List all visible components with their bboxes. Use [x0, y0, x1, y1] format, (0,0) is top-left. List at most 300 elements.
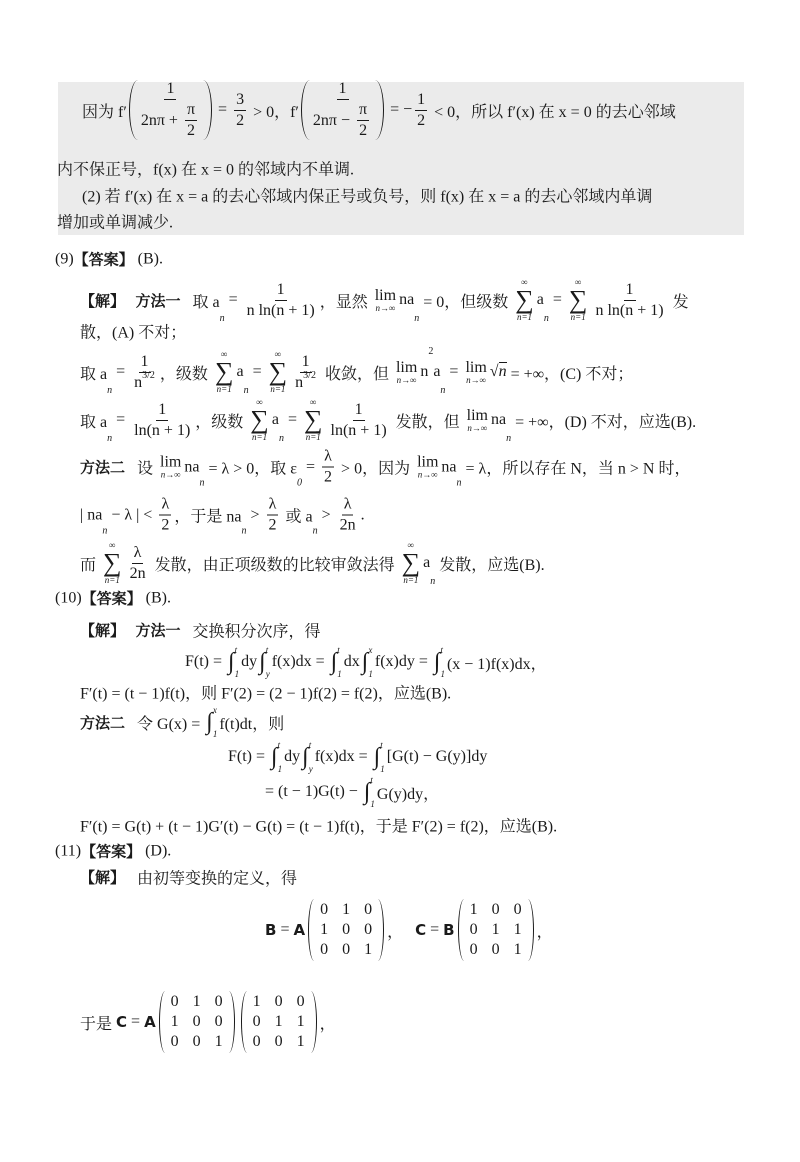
- integral-limits: [309, 740, 313, 774]
- text-run: na: [184, 458, 200, 475]
- text-run: a: [271, 411, 279, 428]
- text-run: ，级数: [195, 413, 248, 431]
- integral-limits: [278, 740, 283, 774]
- superscript: 3/2: [142, 369, 155, 381]
- matrix-entry: 1: [252, 993, 261, 1010]
- numerator: [267, 496, 279, 516]
- text-run: 1: [354, 400, 363, 418]
- lower-limit: y: [308, 764, 313, 774]
- numerator: [337, 80, 349, 100]
- numerator: [357, 101, 369, 121]
- denominator: [234, 111, 246, 130]
- matrix-entry: 0: [469, 921, 478, 938]
- text-run: λ: [343, 495, 352, 513]
- text-run: f(x)dx =: [314, 748, 372, 765]
- limit-operator: [375, 288, 396, 313]
- text-run: ，: [536, 923, 553, 941]
- text-run: 令 G(x) =: [125, 715, 205, 733]
- text-line: [80, 448, 690, 487]
- lower-limit: n=1: [516, 312, 533, 322]
- square-root: [490, 363, 507, 381]
- radicand: n: [498, 363, 507, 380]
- denominator: [245, 301, 317, 320]
- upper-limit: ∞: [221, 349, 228, 359]
- text-line: [80, 991, 336, 1053]
- summation-operator: [569, 278, 588, 322]
- text-run: =: [214, 101, 232, 118]
- text-run: 1: [158, 400, 167, 418]
- matrix-entry: 1: [214, 1033, 223, 1050]
- text-run: n ln(n + 1): [595, 301, 664, 319]
- text-line: [80, 496, 365, 535]
- bold-label: 【解】 方法一: [80, 621, 181, 640]
- text-run: F(t) =: [185, 653, 227, 670]
- matrix-entry: 0: [252, 1013, 261, 1030]
- integral-limits: [213, 705, 218, 739]
- text-run: 发散，应选(B).: [435, 556, 545, 574]
- bold-label: C: [116, 1013, 128, 1031]
- matrix: [308, 899, 384, 961]
- lower-limit: n→∞: [160, 469, 181, 480]
- matrix: [159, 991, 235, 1053]
- matrix-entry: 0: [192, 1033, 201, 1050]
- text-line: [80, 866, 297, 889]
- text-run: 设: [125, 460, 158, 478]
- text-run: f(x)dy =: [374, 653, 432, 670]
- text-run: F(t) =: [228, 748, 270, 765]
- matrix-entry: 1: [342, 901, 351, 918]
- text-run: = −: [386, 101, 413, 118]
- text-run: F′(t) = G(t) + (t − 1)G′(t) − G(t) = (t − 1)f(t)，于是 F′(2) = f(2)，应选(B).: [80, 818, 558, 836]
- matrix-entry: 0: [274, 993, 283, 1010]
- matrix-entry: 0: [364, 901, 373, 918]
- text-line: [80, 346, 634, 396]
- text-run: 收敛，但: [320, 365, 393, 383]
- sigma-icon: ∑: [401, 548, 421, 577]
- matrix-entry: 0: [170, 993, 179, 1010]
- text-run: a: [236, 363, 244, 380]
- text-run: 1: [417, 90, 426, 108]
- integral-icon: ∫: [433, 648, 441, 675]
- sigma-icon: ∑: [250, 405, 269, 434]
- lim-symbol: lim: [465, 358, 487, 376]
- text-run: 2: [324, 468, 333, 486]
- upper-limit: ∞: [109, 540, 116, 550]
- text-run: = (t − 1)G(t) −: [265, 783, 362, 800]
- summation-operator: [250, 398, 269, 442]
- subscript: n: [241, 525, 247, 537]
- lower-limit: n=1: [270, 384, 286, 394]
- lower-limit: n→∞: [467, 422, 488, 433]
- upper-limit: ∞: [310, 397, 317, 407]
- lower-limit: n=1: [403, 575, 419, 585]
- text-run: 2: [186, 122, 195, 139]
- text-run: =: [283, 411, 301, 428]
- numerator: [164, 80, 176, 100]
- fraction: [132, 353, 157, 392]
- text-run: 1: [166, 80, 175, 97]
- fraction: [185, 101, 197, 140]
- upper-limit: t: [440, 645, 443, 655]
- text-run: n: [295, 373, 304, 391]
- fraction: [329, 401, 389, 440]
- text-line: [80, 541, 545, 585]
- matrix-entry: 0: [491, 901, 500, 918]
- text-run: =: [248, 363, 266, 380]
- matrix-entry: 1: [274, 1013, 283, 1030]
- text-run: 2nπ +: [140, 111, 182, 129]
- sigma-icon: ∑: [568, 285, 588, 314]
- text-line: [265, 899, 553, 961]
- subscript: n: [543, 313, 549, 324]
- matrix-entry: 1: [491, 921, 500, 938]
- integral: [374, 740, 385, 774]
- text-run: λ: [133, 543, 142, 561]
- text-run: < 0，所以 f′(x) 在 x = 0 的去心邻域: [430, 103, 676, 121]
- integral-icon: ∫: [373, 743, 381, 770]
- text-run: ln(n + 1): [134, 421, 191, 439]
- numerator: [132, 544, 144, 564]
- integral-icon: ∫: [363, 778, 371, 805]
- subscript: n: [278, 433, 284, 444]
- parenthesized-expression: [129, 80, 212, 140]
- text-run: =: [302, 458, 320, 475]
- superscript: 2: [428, 346, 434, 357]
- integral-limits: [440, 645, 445, 679]
- bold-label: 方法二: [80, 458, 126, 477]
- text-run: f(t)dt，则: [219, 715, 285, 733]
- subscript: n: [456, 477, 462, 489]
- denominator: [322, 468, 334, 487]
- text-run: ，于是 na: [174, 508, 242, 526]
- bold-label: 【答案】: [73, 250, 134, 269]
- text-run: n: [134, 373, 143, 391]
- matrix-entry: 1: [513, 941, 522, 958]
- lower-limit: n=1: [252, 432, 268, 442]
- text-run: π: [186, 101, 196, 118]
- denominator: [415, 111, 427, 130]
- text-line: [80, 619, 320, 642]
- integral: [259, 645, 270, 679]
- integral-limits: [235, 645, 240, 679]
- text-run: (D).: [141, 842, 172, 859]
- text-run: n: [420, 363, 429, 380]
- summation-operator: [304, 398, 323, 442]
- matrix-entry: 0: [320, 901, 329, 918]
- text-line: [55, 841, 171, 862]
- denominator: [139, 100, 202, 140]
- text-line: [80, 681, 451, 704]
- subscript: n: [102, 525, 108, 537]
- text-run: =: [426, 921, 444, 938]
- text-run: (B).: [141, 589, 171, 606]
- integral: [302, 740, 313, 774]
- lower-limit: n→∞: [417, 469, 438, 480]
- text-run: 2: [236, 111, 245, 129]
- lim-symbol: lim: [466, 406, 488, 424]
- integral: [364, 775, 375, 809]
- text-run: 发散，由正项级数的比较审敛法得: [150, 556, 399, 574]
- text-run: 而: [80, 556, 101, 574]
- integral-limits: [368, 645, 373, 679]
- lower-limit: 1: [212, 729, 218, 739]
- fraction: [266, 496, 278, 535]
- lim-symbol: lim: [417, 453, 439, 471]
- bold-label: A: [144, 1013, 156, 1031]
- matrix-entry: 1: [513, 921, 522, 938]
- text-run: =: [224, 291, 242, 308]
- text-line: [80, 705, 284, 739]
- text-run: 2: [417, 111, 426, 129]
- lower-limit: 1: [380, 764, 385, 774]
- text-run: 1: [625, 280, 634, 298]
- text-run: ，: [319, 1015, 336, 1033]
- lower-limit: 1: [440, 669, 445, 679]
- bold-label: 【答案】: [81, 842, 142, 861]
- matrix-entry: 0: [364, 921, 373, 938]
- lower-limit: y: [265, 669, 270, 679]
- subscript: n: [414, 313, 420, 324]
- denominator: [132, 369, 157, 392]
- lower-limit: n=1: [305, 432, 321, 442]
- text-run: 增加或单调减少.: [57, 214, 174, 232]
- text-line: [265, 775, 439, 809]
- text-run: | na: [80, 506, 103, 523]
- text-line: [80, 814, 557, 837]
- integral-limits: [266, 645, 270, 679]
- text-run: (2) 若 f′(x) 在 x = a 的去心邻域内保正号或负号，则 f(x) 在 x = a 的去心邻域内单调: [82, 188, 653, 206]
- text-run: F′(t) = (t − 1)f(t)，则 F′(2) = (2 − 1)f(2) = f(2)，应选(B).: [80, 685, 452, 703]
- lower-limit: n→∞: [396, 374, 417, 385]
- matrix-entry: 0: [274, 1033, 283, 1050]
- matrix-entry: 1: [320, 921, 329, 938]
- limit-operator: [417, 455, 438, 480]
- lower-limit: n→∞: [466, 374, 487, 385]
- text-run: > 0，因为: [337, 460, 415, 478]
- subscript: n: [243, 385, 249, 396]
- text-run: 2n: [129, 564, 146, 582]
- text-run: dx: [343, 653, 360, 670]
- numerator: [353, 401, 365, 421]
- text-run: 1: [301, 352, 310, 370]
- fraction: [139, 80, 202, 140]
- integral-icon: ∫: [361, 648, 369, 675]
- text-line: [228, 740, 487, 774]
- text-run: 取 a: [80, 365, 108, 383]
- numerator: [234, 91, 246, 111]
- lower-limit: n=1: [216, 384, 232, 394]
- upper-limit: t: [370, 775, 373, 785]
- sigma-icon: ∑: [303, 405, 323, 434]
- integral-icon: ∫: [228, 648, 235, 675]
- numerator: [159, 496, 171, 516]
- integral-icon: ∫: [330, 648, 338, 675]
- bold-label: 【答案】: [81, 589, 142, 608]
- limit-operator: [465, 360, 486, 385]
- subscript: n: [107, 385, 113, 396]
- parenthesized-expression: [301, 80, 384, 140]
- bold-label: 【解】 方法一: [80, 291, 181, 310]
- text-run: a: [433, 363, 441, 380]
- matrix-entry: 0: [252, 1033, 261, 1050]
- subscript: n: [199, 477, 205, 489]
- fraction: [415, 91, 427, 130]
- text-run: λ: [324, 447, 332, 465]
- upper-limit: ∞: [274, 349, 282, 359]
- matrix-entry: 1: [170, 1013, 179, 1030]
- limit-operator: [396, 360, 417, 385]
- text-run: (11): [55, 842, 82, 859]
- limit-operator: [160, 455, 181, 480]
- bold-label: A: [293, 921, 306, 939]
- lower-limit: 1: [234, 669, 240, 679]
- integral-icon: ∫: [271, 743, 278, 770]
- upper-limit: ∞: [521, 277, 528, 287]
- text-line: [80, 398, 696, 442]
- text-run: 于是: [80, 1015, 117, 1033]
- fraction: [293, 353, 318, 392]
- upper-limit: x: [212, 705, 217, 715]
- fraction: [132, 401, 192, 440]
- superscript: 3/2: [303, 369, 316, 381]
- sqrt-icon: √: [489, 363, 499, 380]
- subscript: n: [440, 385, 446, 396]
- matrix-entry: 0: [320, 941, 329, 958]
- text-run: 发: [668, 293, 689, 311]
- matrix-entry: 0: [214, 993, 223, 1010]
- fraction: [593, 281, 665, 320]
- subscript: n: [219, 313, 225, 324]
- denominator: [311, 100, 374, 140]
- matrix-entry: 0: [342, 941, 351, 958]
- text-run: − λ | <: [107, 506, 157, 523]
- text-run: 因为 f′: [82, 103, 127, 121]
- denominator: [159, 516, 171, 535]
- summation-operator: [515, 278, 534, 322]
- integral-limits: [370, 775, 375, 809]
- matrix: [458, 899, 534, 961]
- subscript: n: [506, 433, 512, 444]
- upper-limit: t: [337, 645, 340, 655]
- integral: [271, 740, 282, 774]
- text-run: ，: [387, 923, 416, 941]
- text-run: 1: [140, 352, 149, 370]
- numerator: [322, 448, 334, 468]
- text-line: [55, 249, 163, 270]
- text-run: 2: [268, 516, 277, 534]
- text-line: [82, 80, 676, 140]
- text-run: (9): [55, 250, 74, 267]
- integral-limits: [380, 740, 385, 774]
- integral-icon: ∫: [206, 708, 213, 735]
- bold-label: B: [443, 921, 455, 939]
- sigma-icon: ∑: [214, 357, 234, 386]
- limit-operator: [467, 408, 488, 433]
- text-run: ，级数: [159, 365, 212, 383]
- text-run: .: [360, 506, 365, 523]
- text-run: >: [317, 506, 335, 523]
- text-run: a: [423, 554, 431, 571]
- text-run: (x − 1)f(x)dx，: [446, 655, 547, 673]
- subscript: n: [430, 576, 436, 587]
- text-run: dy: [241, 653, 258, 670]
- integral: [228, 645, 239, 679]
- lower-limit: 1: [277, 764, 283, 774]
- text-run: 取 a: [80, 413, 108, 431]
- text-run: =: [445, 363, 463, 380]
- text-run: 散，(A) 不对；: [80, 324, 187, 342]
- text-line: [80, 320, 186, 343]
- upper-limit: t: [380, 740, 383, 750]
- text-run: =: [112, 363, 130, 380]
- text-run: ，显然: [319, 293, 372, 311]
- matrix-entry: 1: [469, 901, 478, 918]
- matrix-entry: 0: [342, 921, 351, 938]
- text-run: 2n: [339, 516, 356, 534]
- denominator: [266, 516, 278, 535]
- subscript: 0: [297, 477, 303, 489]
- denominator: [128, 564, 148, 583]
- upper-limit: ∞: [574, 277, 582, 287]
- text-run: = 0，但级数: [419, 293, 513, 311]
- summation-operator: [269, 350, 288, 394]
- text-line: [55, 588, 171, 609]
- text-run: [G(t) − G(y)]dy: [386, 748, 488, 765]
- integral-icon: ∫: [302, 743, 309, 770]
- fraction: [159, 496, 171, 535]
- text-run: =: [127, 1013, 145, 1030]
- lower-limit: n→∞: [375, 302, 396, 313]
- bold-label: B: [265, 921, 277, 939]
- subscript: n: [312, 525, 318, 537]
- text-run: 或 a: [281, 508, 313, 526]
- text-run: 交换积分次序，得: [180, 623, 321, 641]
- matrix-entry: 0: [513, 901, 522, 918]
- summation-operator: [215, 350, 234, 394]
- bold-label: 方法二: [80, 713, 126, 732]
- text-run: = +∞，(C) 不对；: [506, 365, 634, 383]
- numerator: [275, 281, 287, 301]
- text-run: 2nπ −: [312, 111, 355, 129]
- integral-icon: ∫: [259, 648, 266, 675]
- text-run: λ: [268, 495, 277, 513]
- text-line: [185, 645, 547, 679]
- text-run: 2: [359, 122, 368, 139]
- text-run: (B).: [133, 250, 163, 267]
- integral: [206, 705, 217, 739]
- denominator: [593, 301, 665, 320]
- lim-symbol: lim: [160, 453, 182, 471]
- fraction: [234, 91, 246, 130]
- bold-label: 【解】: [80, 868, 126, 887]
- text-run: na: [399, 291, 415, 308]
- text-run: =: [276, 921, 294, 938]
- integral-limits: [337, 645, 342, 679]
- matrix-entry: 0: [170, 1033, 179, 1050]
- matrix-entry: 0: [192, 1013, 201, 1030]
- text-line: [57, 157, 354, 180]
- text-run: 1: [338, 80, 347, 97]
- text-run: λ: [161, 495, 170, 513]
- matrix-entry: 1: [296, 1013, 305, 1030]
- text-run: 3: [236, 90, 245, 108]
- fraction: [128, 544, 148, 583]
- summation-operator: [103, 541, 122, 585]
- text-run: >: [246, 506, 264, 523]
- denominator: [132, 421, 192, 440]
- text-line: [82, 184, 652, 207]
- lower-limit: 1: [337, 669, 342, 679]
